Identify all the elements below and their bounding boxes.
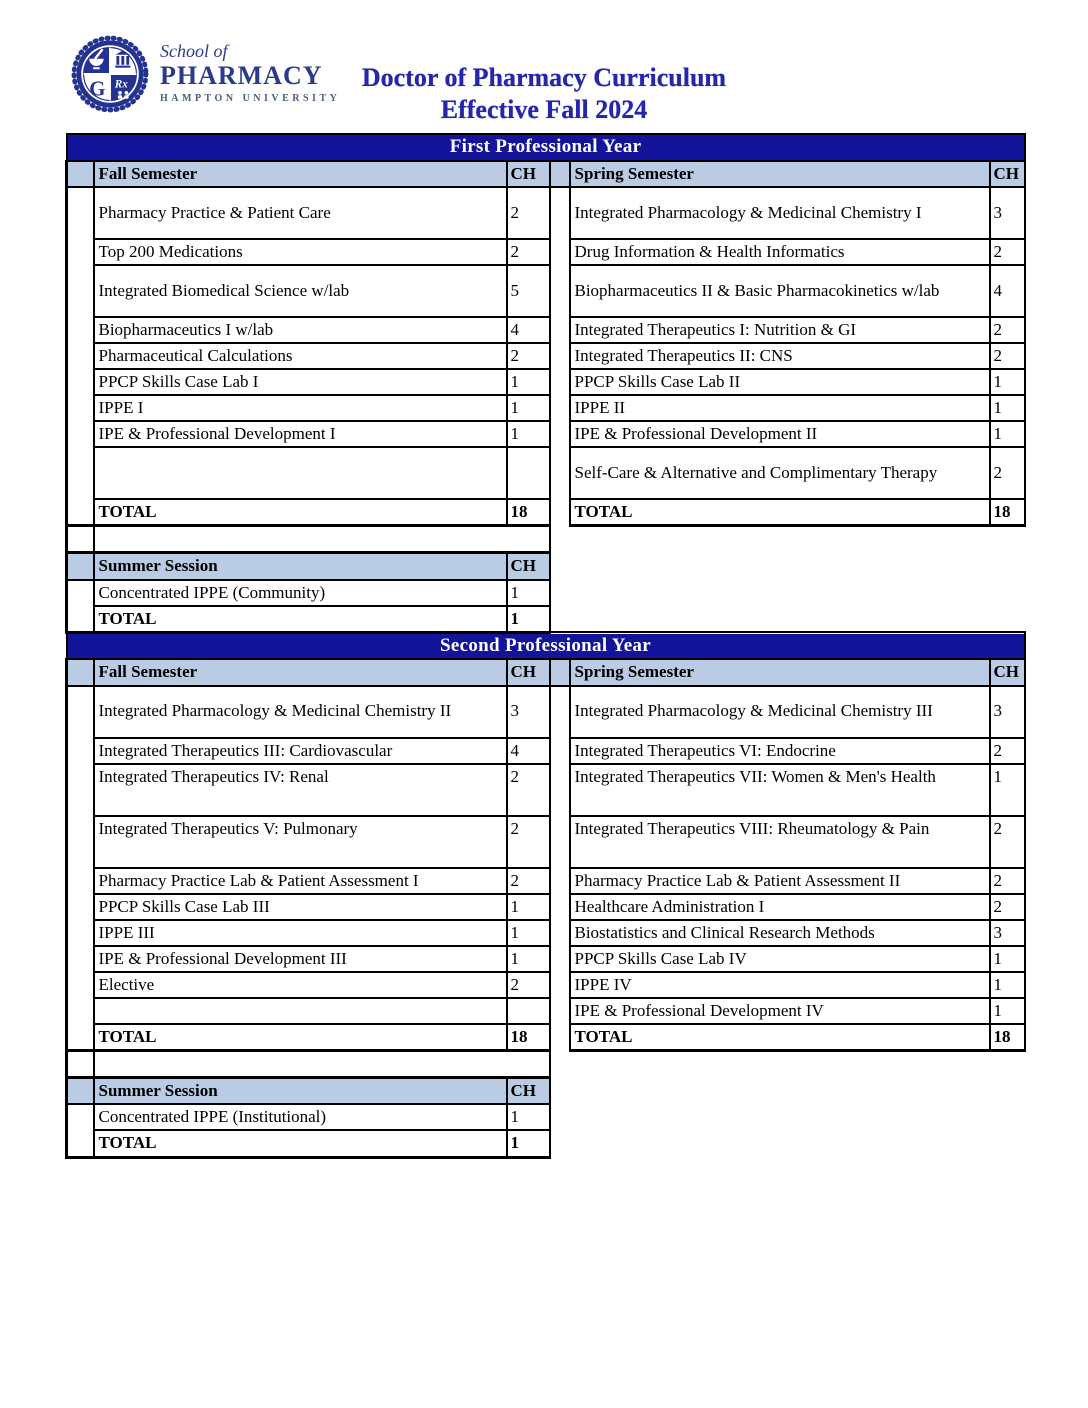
fall-course-ch: 3 [507,686,550,738]
spring-course-name: Integrated Therapeutics VI: Endocrine [570,738,990,764]
spring-course-name: Healthcare Administration I [570,894,990,920]
svg-text:Rx: Rx [114,78,128,91]
fall-course-ch [507,998,550,1024]
column-gap [550,738,570,764]
course-row [67,816,1025,868]
blank-area [550,1051,1025,1078]
blank-area [550,1104,1025,1130]
fall-course-ch: 5 [507,265,550,317]
row-stub [67,526,94,553]
fall-course-ch: 2 [507,239,550,265]
spring-course-ch: 2 [990,343,1025,369]
course-row [67,187,1025,239]
spring-course-ch: 1 [990,369,1025,395]
row-stub [67,606,94,633]
row-stub [67,738,94,764]
row-stub [67,187,94,239]
summer-session-header: Summer Session [94,553,507,580]
course-row [67,894,1025,920]
fall-course-name: Biopharmaceutics I w/lab [94,317,507,343]
spring-course-ch: 2 [990,894,1025,920]
row-stub [67,395,94,421]
fall-course-name [94,998,507,1024]
spring-course-name: Integrated Therapeutics VIII: Rheumatology & Pain [570,816,990,868]
blank-area [550,1130,1025,1157]
row-stub [67,499,94,526]
fall-course-name: Top 200 Medications [94,239,507,265]
column-gap [550,764,570,816]
fall-course-name: Integrated Therapeutics IV: Renal [94,764,507,816]
column-gap [550,265,570,317]
fall-course-ch [507,447,550,499]
fall-course-name: Elective [94,972,507,998]
year1-banner-row [67,134,1025,161]
spring-course-name: Integrated Therapeutics I: Nutrition & GI [570,317,990,343]
fall-course-ch: 2 [507,868,550,894]
spring-course-ch: 3 [990,187,1025,239]
row-stub [67,894,94,920]
spring-course-ch: 1 [990,998,1025,1024]
page-header [0,0,1088,133]
row-stub [67,317,94,343]
spring-course-name: IPPE IV [570,972,990,998]
fall-course-name: Pharmacy Practice & Patient Care [94,187,507,239]
row-stub [67,1130,94,1157]
document-title-line1: Doctor of Pharmacy Curriculum [361,63,727,92]
course-row [67,972,1025,998]
spring-course-ch: 1 [990,395,1025,421]
fall-course-ch: 2 [507,187,550,239]
fall-total-label: TOTAL [94,499,507,526]
fall-course-ch: 4 [507,738,550,764]
fall-course-ch: 2 [507,816,550,868]
row-stub [67,553,94,580]
spring-course-name: IPE & Professional Development IV [570,998,990,1024]
course-row [67,369,1025,395]
fall-course-ch: 1 [507,894,550,920]
blank-area [550,606,1025,633]
summer-course-row [67,580,1025,606]
spacer-row [67,526,1025,553]
summer-course-name: Concentrated IPPE (Community) [94,580,507,606]
fall-course-ch: 2 [507,343,550,369]
year-banner: Second Professional Year [67,632,1025,659]
column-gap [550,343,570,369]
fall-total-label: TOTAL [94,1024,507,1051]
fall-semester-header: Fall Semester [94,161,507,187]
spring-course-name: Biostatistics and Clinical Research Methods [570,920,990,946]
fall-course-ch: 2 [507,764,550,816]
fall-course-name: IPE & Professional Development I [94,421,507,447]
column-gap [550,1024,570,1051]
course-row [67,317,1025,343]
row-stub [67,447,94,499]
course-row [67,239,1025,265]
row-stub [67,972,94,998]
spring-course-ch: 2 [990,868,1025,894]
course-row [67,421,1025,447]
column-gap [550,894,570,920]
svg-text:G: G [89,77,106,101]
spring-total-label: TOTAL [570,499,990,526]
fall-course-name: IPPE I [94,395,507,421]
spring-semester-header: Spring Semester [570,161,990,187]
spring-course-ch: 2 [990,738,1025,764]
column-gap [550,395,570,421]
column-gap [550,187,570,239]
ch-header: CH [990,659,1025,685]
year2-header-row [67,659,1025,685]
summer-total-label: TOTAL [94,1130,507,1157]
spring-total-label: TOTAL [570,1024,990,1051]
spring-course-name: Pharmacy Practice Lab & Patient Assessment II [570,868,990,894]
logo-pharmacy: PHARMACY [160,61,323,90]
fall-course-ch: 1 [507,946,550,972]
row-stub [67,1024,94,1051]
summer-course-row [67,1104,1025,1130]
year1-summer-total-row [67,606,1025,633]
spring-total-ch: 18 [990,1024,1025,1051]
ch-header: CH [507,161,550,187]
course-row [67,395,1025,421]
course-row [67,447,1025,499]
row-stub [67,421,94,447]
column-gap [550,161,570,187]
column-gap [550,998,570,1024]
fall-course-ch: 1 [507,395,550,421]
summer-course-ch: 1 [507,1104,550,1130]
fall-course-name: Integrated Pharmacology & Medicinal Chemistry II [94,686,507,738]
year2-summer-total-row [67,1130,1025,1157]
spring-course-name: Integrated Therapeutics II: CNS [570,343,990,369]
year2-total-row [67,1024,1025,1051]
spring-course-name: IPE & Professional Development II [570,421,990,447]
fall-semester-header: Fall Semester [94,659,507,685]
spring-course-ch: 2 [990,239,1025,265]
summer-total-ch: 1 [507,606,550,633]
fall-course-ch: 2 [507,972,550,998]
spring-course-name: IPPE II [570,395,990,421]
column-gap [550,686,570,738]
row-stub [67,1078,94,1105]
row-stub [67,764,94,816]
spring-course-ch: 2 [990,816,1025,868]
course-row [67,946,1025,972]
column-gap [550,317,570,343]
course-row [67,738,1025,764]
fall-course-ch: 1 [507,369,550,395]
summer-course-name: Concentrated IPPE (Institutional) [94,1104,507,1130]
ch-header: CH [990,161,1025,187]
year-banner: First Professional Year [67,134,1025,161]
spring-course-name: PPCP Skills Case Lab IV [570,946,990,972]
row-stub [67,1051,94,1078]
row-stub [67,1104,94,1130]
fall-course-name: Pharmacy Practice Lab & Patient Assessment I [94,868,507,894]
spring-course-ch: 1 [990,946,1025,972]
course-row [67,265,1025,317]
course-row [67,998,1025,1024]
logo-university: HAMPTON UNIVERSITY [160,93,341,104]
spring-course-ch: 3 [990,686,1025,738]
column-gap [550,868,570,894]
course-row [67,920,1025,946]
fall-total-ch: 18 [507,499,550,526]
spring-course-name: Integrated Pharmacology & Medicinal Chemistry I [570,187,990,239]
fall-course-ch: 1 [507,421,550,447]
ch-header: CH [507,553,550,580]
column-gap [550,369,570,395]
spring-course-ch: 2 [990,317,1025,343]
spring-course-name: Drug Information & Health Informatics [570,239,990,265]
fall-course-name: Integrated Therapeutics III: Cardiovascular [94,738,507,764]
spring-course-ch: 2 [990,447,1025,499]
column-gap [550,421,570,447]
spacer-cell [94,1051,550,1078]
column-gap [550,972,570,998]
year1-summer-header-row [67,553,1025,580]
row-stub [67,343,94,369]
spring-total-ch: 18 [990,499,1025,526]
fall-course-name: PPCP Skills Case Lab III [94,894,507,920]
spring-course-name: Biopharmaceutics II & Basic Pharmacokinetics w/lab [570,265,990,317]
row-stub [67,239,94,265]
row-stub [67,580,94,606]
column-gap [550,239,570,265]
course-row [67,343,1025,369]
spring-course-ch: 1 [990,764,1025,816]
curriculum-table [65,133,1026,1159]
blank-area [550,1078,1025,1105]
summer-session-header: Summer Session [94,1078,507,1105]
spring-course-name: Integrated Pharmacology & Medicinal Chemistry III [570,686,990,738]
ch-header: CH [507,1078,550,1105]
document-title-line2: Effective Fall 2024 [440,94,648,124]
row-stub [67,161,94,187]
row-stub [67,659,94,685]
year2-banner-row [67,632,1025,659]
fall-course-name: Pharmaceutical Calculations [94,343,507,369]
spring-course-name: Integrated Therapeutics VII: Women & Men's Health [570,764,990,816]
row-stub [67,920,94,946]
column-gap [550,499,570,526]
fall-course-name: PPCP Skills Case Lab I [94,369,507,395]
logo-school-of: School of [160,41,228,61]
blank-area [550,526,1025,553]
spring-course-ch: 1 [990,421,1025,447]
column-gap [550,659,570,685]
ch-header: CH [507,659,550,685]
column-gap [550,946,570,972]
spring-course-name: Self-Care & Alternative and Complimentary Therapy [570,447,990,499]
year1-total-row [67,499,1025,526]
summer-total-label: TOTAL [94,606,507,633]
summer-course-ch: 1 [507,580,550,606]
summer-total-ch: 1 [507,1130,550,1157]
course-row [67,868,1025,894]
fall-course-name: IPPE III [94,920,507,946]
column-gap [550,920,570,946]
row-stub [67,686,94,738]
row-stub [67,816,94,868]
spacer-row [67,1051,1025,1078]
course-row [67,764,1025,816]
fall-course-name: Integrated Therapeutics V: Pulmonary [94,816,507,868]
fall-course-ch: 1 [507,920,550,946]
fall-course-ch: 4 [507,317,550,343]
spring-semester-header: Spring Semester [570,659,990,685]
blank-area [550,553,1025,580]
fall-course-name [94,447,507,499]
document-title [0,62,1088,126]
row-stub [67,265,94,317]
course-row [67,686,1025,738]
fall-total-ch: 18 [507,1024,550,1051]
blank-area [550,580,1025,606]
column-gap [550,816,570,868]
year1-header-row [67,161,1025,187]
fall-course-name: Integrated Biomedical Science w/lab [94,265,507,317]
spring-course-name: PPCP Skills Case Lab II [570,369,990,395]
row-stub [67,369,94,395]
fall-course-name: IPE & Professional Development III [94,946,507,972]
column-gap [550,447,570,499]
spring-course-ch: 4 [990,265,1025,317]
spacer-cell [94,526,550,553]
spring-course-ch: 3 [990,920,1025,946]
row-stub [67,868,94,894]
year2-summer-header-row [67,1078,1025,1105]
row-stub [67,998,94,1024]
spring-course-ch: 1 [990,972,1025,998]
row-stub [67,946,94,972]
